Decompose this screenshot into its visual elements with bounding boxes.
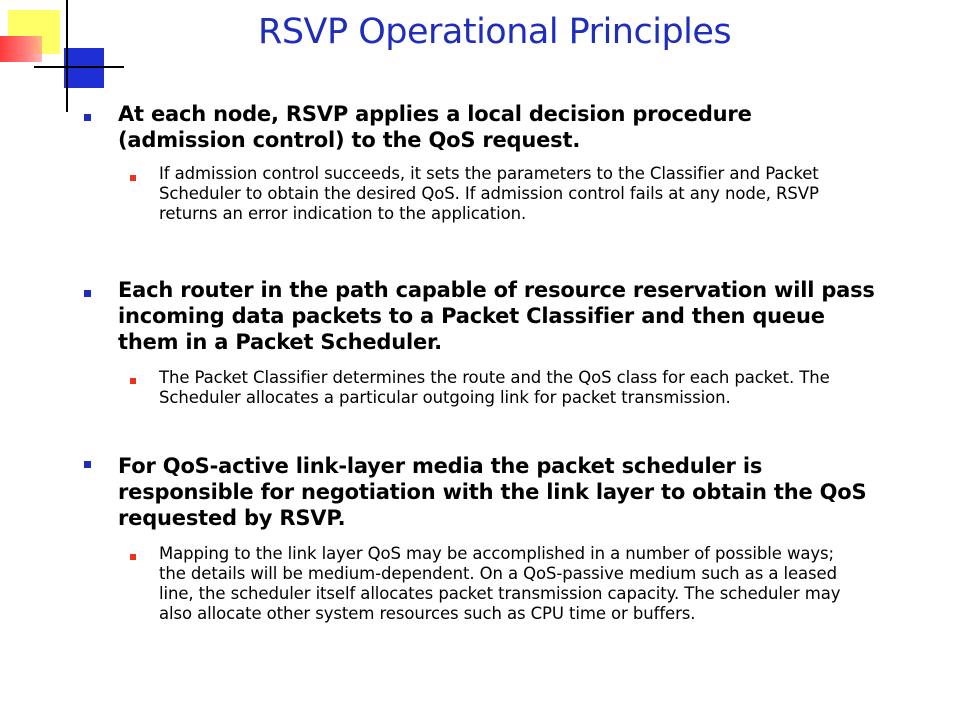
sub-bullet-marker — [130, 554, 136, 560]
sub-bullet-marker — [130, 175, 136, 181]
bullet-marker — [84, 461, 91, 468]
slide-title: RSVP Operational Principles — [258, 12, 732, 52]
bullet-3-text: For QoS-active link-layer media the packet scheduler is responsible for negotiation with the link layer to obtain the QoS requested by RSVP. — [118, 454, 867, 530]
bullet-1-text: At each node, RSVP applies a local decision procedure (admission control) to the QoS request. — [118, 102, 752, 152]
sub-bullet-1-text: If admission control succeeds, it sets the parameters to the Classifier and Packet Scheduler to obtain the desired QoS. If admission control fails at any node, RSVP returns an error indication to the application. — [159, 164, 819, 223]
bullet-marker — [84, 114, 91, 121]
sub-bullet-2-text: The Packet Classifier determines the route and the QoS class for each packet. The Scheduler allocates a particular outgoing link for packet transmission. — [159, 368, 830, 407]
sub-bullet-marker — [130, 378, 136, 384]
bullet-2-text: Each router in the path capable of resource reservation will pass incoming data packets to a Packet Classifier and then queue them in a Packet Scheduler. — [118, 278, 875, 354]
sub-bullet-3-text: Mapping to the link layer QoS may be accomplished in a number of possible ways; the details will be medium-dependent. On a QoS-passive medium such as a leased line, the scheduler itself allocates packet transmission capacity. The scheduler may also allocate other system resources such as CPU time or buffers. — [159, 544, 841, 623]
bullet-marker — [84, 290, 91, 297]
